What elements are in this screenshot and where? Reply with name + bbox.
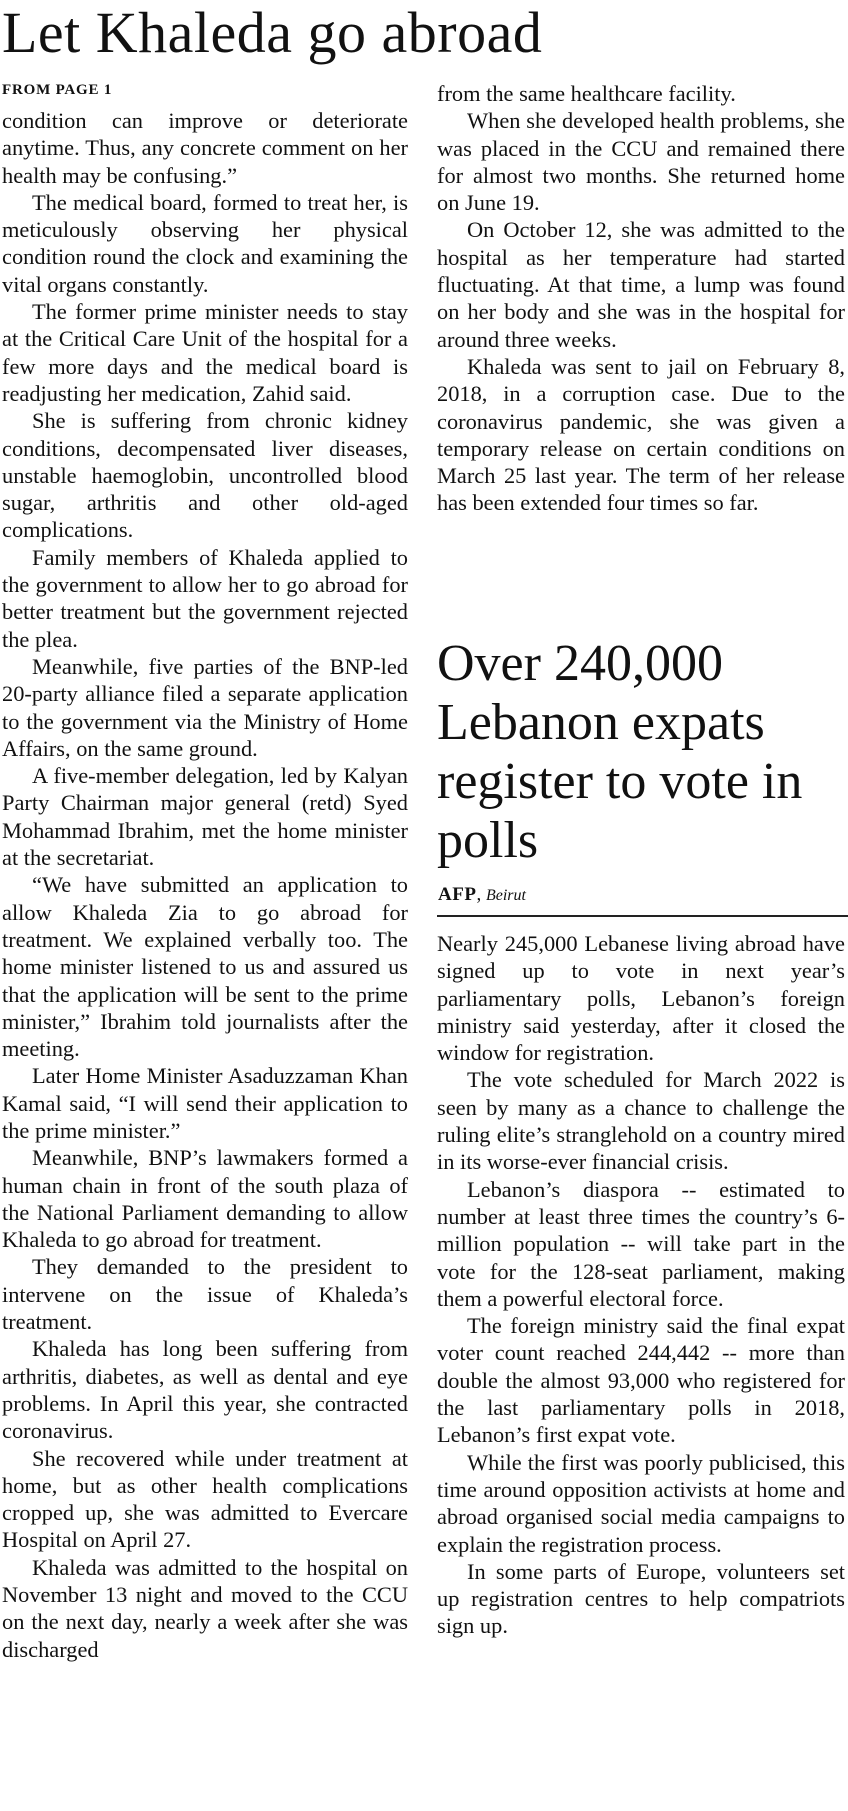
paragraph: Lebanon’s diaspora -- estimated to number at least three times the country’s 6-million population -- will take part in the vote for the 128-seat parliament, making them a powerful electoral force.	[437, 1176, 845, 1311]
paragraph: “We have submitted an application to allow Khaleda Zia to go abroad for treatment. We explained verbally too. The home minister listened to us and assured us that the application will be sent to the prime minister,” Ibrahim told journalists after the meeting.	[2, 872, 408, 1062]
paragraph: Khaleda was sent to jail on February 8, 2018, in a corruption case. Due to the coronavirus pandemic, she was given a temporary release on certain conditions on March 25 last year. The term of her release has been extended four times so far.	[437, 353, 845, 516]
paragraph: When she developed health problems, she was placed in the CCU and remained there for almost two months. She returned home on June 19.	[437, 108, 845, 216]
paragraph: The foreign ministry said the final expat voter count reached 244,442 -- more than double the almost 93,000 who registered for the last parliamentary polls in 2018, Lebanon’s first expat vote.	[437, 1313, 845, 1448]
paragraph: Meanwhile, BNP’s lawmakers formed a human chain in front of the south plaza of the National Parliament demanding to allow Khaleda to go abroad for treatment.	[2, 1145, 408, 1253]
paragraph: She is suffering from chronic kidney conditions, decompensated liver diseases, unstable haemoglobin, uncontrolled blood sugar, arthritis and other old-aged complications.	[2, 408, 408, 543]
paragraph: In some parts of Europe, volunteers set up registration centres to help compatriots sign up.	[437, 1558, 845, 1639]
article-khaleda-column-right	[437, 80, 845, 517]
paragraph: Meanwhile, five parties of the BNP-led 20-party alliance filed a separate application to the government via the Ministry of Home Affairs, on the same ground.	[2, 653, 408, 761]
byline-separator: ,	[476, 884, 486, 905]
paragraph: The former prime minister needs to stay at the Critical Care Unit of the hospital for a few more days and the medical board is readjusting her medication, Zahid said.	[2, 299, 408, 406]
article-lebanon-body	[437, 930, 845, 1640]
paragraph: While the first was poorly publicised, this time around opposition activists at home and abroad organised social media campaigns to explain the registration process.	[437, 1449, 845, 1557]
jump-label: FROM PAGE 1	[2, 82, 113, 98]
paragraph: Later Home Minister Asaduzzaman Khan Kamal said, “I will send their application to the prime minister.”	[2, 1063, 408, 1143]
byline-place: Beirut	[485, 887, 526, 904]
paragraph: Family members of Khaleda applied to the government to allow her to go abroad for better treatment but the government rejected the plea.	[2, 544, 408, 652]
article-headline-lebanon: Over 240,000 Lebanon expats register to vote in polls	[437, 635, 803, 869]
paragraph: On October 12, she was admitted to the hospital as her temperature had started fluctuating. At that time, a lump was found on her body and she was in the hospital for around three weeks.	[437, 217, 845, 352]
paragraph: The vote scheduled for March 2022 is seen by many as a chance to challenge the ruling elite’s stranglehold on a country mired in its worse-ever financial crisis.	[437, 1067, 845, 1175]
paragraph: Khaleda was admitted to the hospital on November 13 night and moved to the CCU on the next day, nearly a week after she was discharged	[2, 1554, 408, 1662]
article-khaleda-column-left	[2, 107, 408, 1663]
article-headline-khaleda: Let Khaleda go abroad	[2, 0, 543, 65]
paragraph: condition can improve or deteriorate anytime. Thus, any concrete comment on her health may be confusing.”	[2, 108, 408, 188]
paragraph: Nearly 245,000 Lebanese living abroad have signed up to vote in next year’s parliamentary polls, Lebanon’s foreign ministry said yesterday, after it closed the window for registration.	[437, 931, 845, 1066]
byline	[438, 884, 526, 906]
paragraph: They demanded to the president to intervene on the issue of Khaleda’s treatment.	[2, 1254, 408, 1335]
paragraph: She recovered while under treatment at home, but as other health complications cropped up, she was admitted to Evercare Hospital on April 27.	[2, 1445, 408, 1553]
byline-agency: AFP	[438, 884, 477, 905]
paragraph: The medical board, formed to treat her, is meticulously observing her physical condition round the clock and examining the vital organs constantly.	[2, 189, 408, 297]
paragraph: A five-member delegation, led by Kalyan Party Chairman major general (retd) Syed Mohammad Ibrahim, met the home minister at the secretariat.	[2, 763, 408, 871]
paragraph: from the same healthcare facility.	[437, 81, 736, 106]
byline-divider	[437, 915, 848, 917]
paragraph: Khaleda has long been suffering from arthritis, diabetes, as well as dental and eye problems. In April this year, she contracted coronavirus.	[2, 1336, 408, 1444]
